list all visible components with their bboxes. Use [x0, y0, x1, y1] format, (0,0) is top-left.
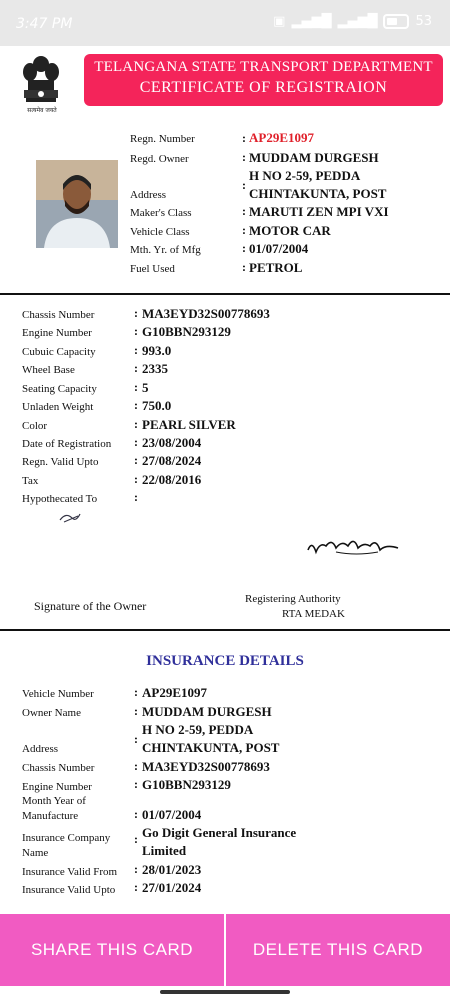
registration-card: [0, 46, 450, 914]
authority-label: Registering Authority: [245, 593, 341, 605]
status-bar: [0, 0, 450, 46]
engine-value: G10BBN293129: [142, 324, 231, 339]
ins-company-line2: Limited: [142, 843, 187, 858]
colon: :: [134, 862, 138, 876]
fuel-label: Fuel Used: [130, 263, 175, 275]
sim-icon: ▣: [273, 14, 286, 29]
unladen-label: Unladen Weight: [22, 401, 94, 413]
hyp-label: Hypothecated To: [22, 493, 98, 505]
makers-class-label: Maker's Class: [130, 207, 192, 219]
dor-label: Date of Registration: [22, 438, 112, 450]
tax-label: Tax: [22, 475, 39, 487]
ins-address-line1: H NO 2-59, PEDDA: [142, 722, 254, 737]
share-card-button[interactable]: SHARE THIS CARD: [30, 940, 194, 959]
owner-value: MUDDAM DURGESH: [249, 150, 379, 165]
chassis-label: Chassis Number: [22, 309, 95, 321]
colon: :: [242, 241, 246, 255]
signal-icon: ▂▄▆█: [291, 14, 332, 29]
authority-signature-icon: [306, 534, 400, 564]
mfg-value: 01/07/2004: [249, 241, 309, 256]
ins-engine-value: G10BBN293129: [142, 777, 231, 792]
home-gesture-handle[interactable]: [160, 990, 290, 994]
colon: :: [242, 223, 246, 237]
colon: :: [134, 361, 138, 375]
colon: :: [134, 759, 138, 773]
delete-card-button[interactable]: DELETE THIS CARD: [252, 940, 424, 959]
wheelbase-value: 2335: [142, 361, 168, 376]
owner-signature-icon: [50, 506, 164, 588]
ins-vehicle-value: AP29E1097: [142, 685, 207, 700]
owner-label: Regd. Owner: [130, 153, 189, 165]
valid-value: 27/08/2024: [142, 453, 202, 468]
department-title: TELANGANA STATE TRANSPORT DEPARTMENT: [94, 59, 433, 75]
battery-level: 53: [415, 14, 432, 29]
colon: :: [242, 178, 246, 192]
seating-value: 5: [142, 380, 149, 395]
cc-label: Cubuic Capacity: [22, 346, 96, 358]
colon: :: [134, 324, 138, 338]
address-line1: H NO 2-59, PEDDA: [249, 168, 361, 183]
header-banner: [84, 54, 443, 106]
colon: :: [242, 260, 246, 274]
regn-number-value: AP29E1097: [249, 130, 314, 145]
engine-label: Engine Number: [22, 327, 92, 339]
clock: 3:47 PM: [16, 16, 73, 32]
colon: :: [134, 435, 138, 449]
vehicle-class-value: MOTOR CAR: [249, 223, 331, 238]
colon: :: [134, 417, 138, 431]
vehicle-class-label: Vehicle Class: [130, 226, 190, 238]
ins-company-label-2: Name: [22, 847, 49, 859]
unladen-value: 750.0: [142, 398, 172, 413]
signal-icon-2: ▂▄▆█: [337, 14, 378, 29]
colon: :: [134, 704, 138, 718]
battery-icon: [383, 14, 409, 29]
action-bar: [0, 914, 450, 986]
ins-address-label: Address: [22, 743, 59, 755]
insurance-title: INSURANCE DETAILS: [146, 653, 304, 669]
mfg-label: Mth. Yr. of Mfg: [130, 244, 201, 256]
address-line2: CHINTAKUNTA, POST: [249, 186, 387, 201]
ins-company-line1: Go Digit General Insurance: [142, 825, 297, 840]
ins-chassis-label: Chassis Number: [22, 762, 95, 774]
ins-owner-label: Owner Name: [22, 707, 81, 719]
navigation-bar: [0, 986, 450, 1000]
colon: :: [134, 306, 138, 320]
wheelbase-label: Wheel Base: [22, 364, 75, 376]
ins-from-value: 28/01/2023: [142, 862, 202, 877]
seating-label: Seating Capacity: [22, 383, 97, 395]
colon: :: [242, 131, 246, 145]
ins-company-label-1: Insurance Company: [22, 832, 111, 844]
ins-owner-value: MUDDAM DURGESH: [142, 704, 272, 719]
ins-from-label: Insurance Valid From: [22, 866, 118, 878]
owner-signature-label: Signature of the Owner: [34, 599, 147, 613]
makers-class-value: MARUTI ZEN MPI VXI: [249, 204, 389, 219]
ins-upto-label: Insurance Valid Upto: [22, 884, 116, 896]
colon: :: [134, 472, 138, 486]
ins-mfg-label-1: Month Year of: [22, 795, 86, 807]
regn-number-label: Regn. Number: [130, 133, 195, 145]
emblem-caption: सत्यमेव जयते: [27, 107, 57, 114]
colon: :: [242, 204, 246, 218]
ins-mfg-label-2: Manufacture: [22, 810, 79, 822]
fuel-value: PETROL: [249, 260, 303, 275]
colon: :: [134, 380, 138, 394]
colon: :: [134, 490, 138, 504]
colon: :: [134, 732, 138, 746]
ins-engine-label: Engine Number: [22, 781, 92, 793]
colon: :: [134, 777, 138, 791]
ins-vehicle-label: Vehicle Number: [22, 688, 94, 700]
owner-photo: [36, 160, 118, 248]
colon: :: [134, 807, 138, 821]
colon: :: [134, 343, 138, 357]
divider: [0, 293, 450, 295]
colon: :: [134, 832, 138, 846]
status-icons: [273, 14, 432, 29]
colon: :: [134, 453, 138, 467]
tax-value: 22/08/2016: [142, 472, 202, 487]
colon: :: [134, 685, 138, 699]
owner-signature-box: [50, 506, 164, 588]
ins-upto-value: 27/01/2024: [142, 880, 202, 895]
colon: :: [134, 880, 138, 894]
ins-address-line2: CHINTAKUNTA, POST: [142, 740, 280, 755]
ins-chassis-value: MA3EYD32S00778693: [142, 759, 270, 774]
authority-name: RTA MEDAK: [282, 608, 345, 620]
certificate-title: CERTIFICATE OF REGISTRAION: [139, 79, 388, 96]
dor-value: 23/08/2004: [142, 435, 202, 450]
color-value: PEARL SILVER: [142, 417, 236, 432]
colon: :: [134, 398, 138, 412]
colon: :: [242, 150, 246, 164]
ins-mfg-value: 01/07/2004: [142, 807, 202, 822]
color-label: Color: [22, 420, 48, 432]
valid-label: Regn. Valid Upto: [22, 456, 99, 468]
address-label: Address: [130, 189, 167, 201]
cc-value: 993.0: [142, 343, 172, 358]
divider: [0, 629, 450, 631]
chassis-value: MA3EYD32S00778693: [142, 306, 270, 321]
